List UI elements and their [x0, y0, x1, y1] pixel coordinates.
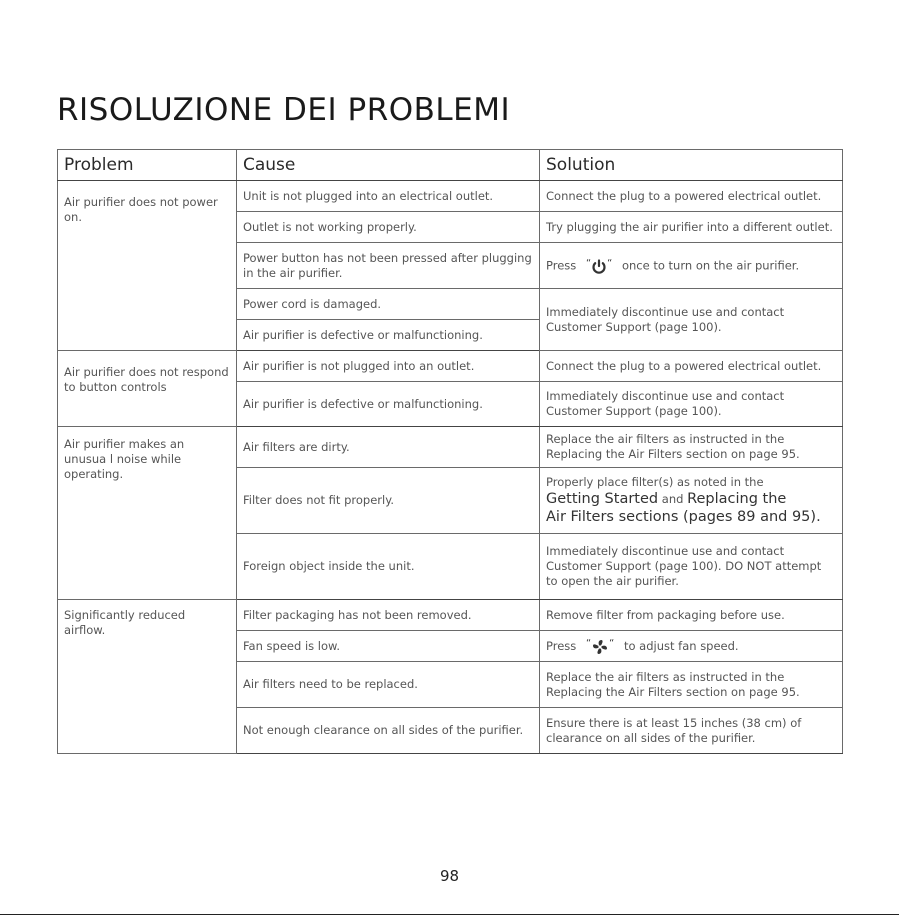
cause-cell: Air purifier is not plugged into an outlet. [237, 351, 540, 382]
solution-text-pre: Press [546, 258, 577, 272]
page-number: 98 [439, 867, 460, 885]
air-filters-ref: Air Filters sections (pages 89 and 95). [546, 509, 821, 525]
solution-cell: Try plugging the air purifier into a different outlet. [540, 212, 843, 243]
bottom-divider [0, 914, 899, 915]
solution-cell: Connect the plug to a powered electrical outlet. [540, 351, 843, 382]
table-row [58, 181, 843, 212]
solution-cell: Connect the plug to a powered electrical outlet. [540, 181, 843, 212]
cause-cell: Air purifier is defective or malfunctioning. [237, 320, 540, 351]
quote-open: “ [585, 637, 592, 649]
quote-close: “ [609, 637, 615, 649]
cause-cell: Air filters need to be replaced. [237, 662, 540, 708]
solution-cell: Remove filter from packaging before use. [540, 600, 843, 631]
cause-cell: Outlet is not working properly. [237, 212, 540, 243]
solution-text-a: Properly place filter(s) as noted in the [546, 475, 764, 489]
cause-cell: Power button has not been pressed after plugging in the air purifier. [237, 243, 540, 289]
cause-cell: Foreign object inside the unit. [237, 534, 540, 600]
getting-started-ref: Getting Started [546, 491, 659, 507]
table-row [58, 351, 843, 382]
solution-cell: Replace the air filters as instructed in the Replacing the Air Filters section on page 95. [540, 427, 843, 468]
cause-cell: Fan speed is low. [237, 631, 540, 662]
problem-cell: Air purifier does not respond to button controls [58, 351, 237, 427]
troubleshooting-table [57, 149, 843, 754]
table-header-row [58, 150, 843, 181]
cause-cell: Filter packaging has not been removed. [237, 600, 540, 631]
solution-cell: Immediately discontinue use and contact Customer Support (page 100). [540, 382, 843, 427]
problem-cell: Air purifier makes an unusua l noise while operating. [58, 427, 237, 600]
solution-text-post: to adjust fan speed. [623, 638, 739, 653]
table-row [58, 427, 843, 468]
page-title: RISOLUZIONE DEI PROBLEMI [57, 92, 511, 128]
solution-cell [540, 243, 843, 289]
header-solution: Solution [540, 150, 843, 181]
fan-icon [586, 636, 614, 657]
cause-cell: Air purifier is defective or malfunctioning. [237, 382, 540, 427]
cause-cell: Not enough clearance on all sides of the purifier. [237, 708, 540, 754]
cause-cell: Air filters are dirty. [237, 427, 540, 468]
power-icon [586, 256, 612, 276]
solution-text-and: and [661, 492, 684, 506]
header-cause: Cause [237, 150, 540, 181]
solution-cell [540, 468, 843, 534]
cause-cell: Power cord is damaged. [237, 289, 540, 320]
solution-cell [540, 631, 843, 662]
quote-close: “ [607, 257, 613, 269]
header-problem: Problem [58, 150, 237, 181]
solution-text-post: once to turn on the air purifier. [621, 258, 800, 272]
cause-cell: Unit is not plugged into an electrical outlet. [237, 181, 540, 212]
replacing-ref: Replacing the [687, 491, 787, 507]
problem-cell: Significantly reduced airflow. [58, 600, 237, 754]
solution-cell: Immediately discontinue use and contact Customer Support (page 100). DO NOT attempt to open the air purifier. [540, 534, 843, 600]
solution-cell: Replace the air filters as instructed in the Replacing the Air Filters section on page 95. [540, 662, 843, 708]
solution-cell: Ensure there is at least 15 inches (38 cm) of clearance on all sides of the purifier. [540, 708, 843, 754]
problem-cell: Air purifier does not power on. [58, 181, 237, 351]
cause-cell: Filter does not fit properly. [237, 468, 540, 534]
quote-open: “ [585, 257, 592, 269]
table-row [58, 600, 843, 631]
solution-text-pre: Press [546, 638, 577, 653]
solution-cell: Immediately discontinue use and contact Customer Support (page 100). [540, 289, 843, 351]
